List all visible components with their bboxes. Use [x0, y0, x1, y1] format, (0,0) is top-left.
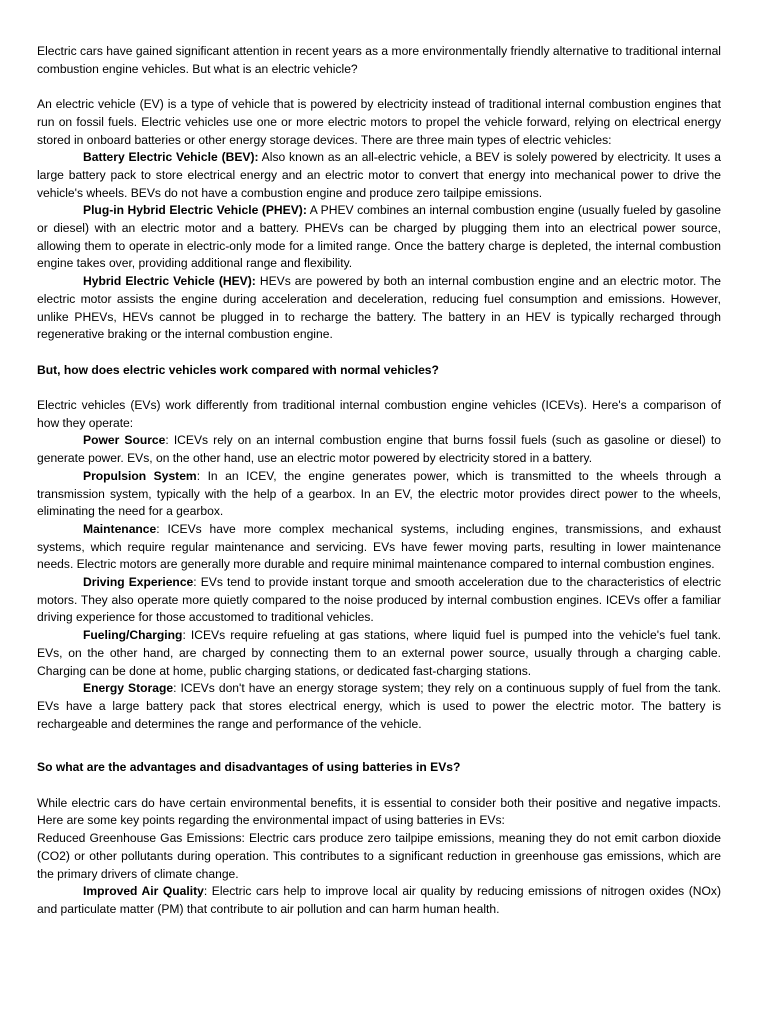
- comparison-term: Fueling/Charging: [83, 628, 183, 643]
- spacer: [37, 733, 721, 759]
- comparison-text: : In an ICEV, the engine generates power, which is transmitted to the wheels through a transmission system, typically with the help of a gearbox. In an EV, the electric motor provides direct power to the wheels, eliminating the need for a gearbox.: [37, 468, 721, 519]
- comparison-power-source: [37, 432, 721, 467]
- heading-advantages: So what are the advantages and disadvantages of using batteries in EVs?: [37, 760, 461, 775]
- intro-paragraph: Electric cars have gained significant attention in recent years as a more environmentally friendly alternative to traditional internal combustion engine vehicles. But what is an electric vehicle?: [37, 44, 721, 76]
- comparison-term: Power Source: [83, 433, 166, 448]
- comparison-term: Propulsion System: [83, 468, 197, 483]
- air-quality-text: : Electric cars help to improve local air quality by reducing emissions of nitrogen oxides (NOx) and particulate matter (PM) that contribute to air pollution and can harm human health.: [37, 884, 722, 916]
- comparison-energy-storage: [37, 680, 721, 733]
- comparison-driving: [37, 574, 721, 627]
- comparison-text: : EVs tend to provide instant torque and smooth acceleration due to the characteristics of electric motors. They also operate more quietly compared to the noise produced by internal combustion engines. ICEVs offer a familiar driving experience for those accustomed to traditional vehicles.: [37, 575, 721, 625]
- comparison-term: Energy Storage: [83, 681, 174, 696]
- ev-type-text: Also known as an all-electric vehicle, a BEV is solely powered by electricity. It uses a large battery pack to store electrical energy and an electric motor to convert that energy into mechanical power to drive the vehicle's wheels. BEVs do not have a combustion engine and produce zero tailpipe emissions.: [37, 150, 721, 200]
- spacer: [37, 777, 721, 795]
- ev-type-text: A PHEV combines an internal combustion engine (usually fueled by gasoline or diesel) with an electric motor and a battery. PHEVs can be charged by plugging them into an electrical power source, allowing them to operate in electric-only mode for a limited range. Once the battery charge is depleted, the internal combustion engine takes over, providing additional range and flexibility.: [37, 203, 721, 271]
- ev-type-phev: [37, 202, 721, 273]
- comparison-text: : ICEVs require refueling at gas stations, where liquid fuel is pumped into the vehicle's fuel tank. EVs, on the other hand, are charged by connecting them to an external power source, usually through a charging cable. Charging can be done at home, public charging stations, or dedicated fast-charging stations.: [37, 628, 721, 678]
- comparison-text: : ICEVs rely on an internal combustion engine that burns fossil fuels (such as gasoline or diesel) to generate power. EVs, on the other hand, use an electric motor powered by electricity stored in a battery.: [37, 433, 721, 466]
- advantages-intro-paragraph: While electric cars do have certain environmental benefits, it is essential to consider both their positive and negative impacts. Here are some key points regarding the environmental impact of using batteries in EVs:: [37, 795, 721, 828]
- ev-type-term: Battery Electric Vehicle (BEV):: [83, 150, 259, 165]
- comparison-text: : ICEVs have more complex mechanical systems, including engines, transmissions, and exhaust systems, which require regular maintenance and servicing. EVs have fewer moving parts, resulting in lower maintenance needs. Electric motors are generally more durable and require minimal maintenance compared to internal combustion engines.: [37, 521, 721, 572]
- comparison-term: Driving Experience: [83, 575, 194, 590]
- ev-type-term: Hybrid Electric Vehicle (HEV):: [83, 274, 256, 289]
- air-quality-term: Improved Air Quality: [83, 884, 204, 899]
- comparison-fueling: [37, 627, 721, 680]
- heading-compare: But, how does electric vehicles work compared with normal vehicles?: [37, 362, 439, 377]
- definition-paragraph: An electric vehicle (EV) is a type of vehicle that is powered by electricity instead of traditional internal combustion engines that run on fossil fuels. Electric vehicles use one or more electric motors to propel the vehicle forward, relying on electrical energy stored in onboard batteries or other energy storage devices. There are three main types of electric vehicles:: [37, 97, 721, 147]
- ev-type-bev: [37, 149, 721, 202]
- comparison-maintenance: [37, 521, 721, 574]
- air-quality-paragraph: [37, 883, 721, 918]
- comparison-propulsion: [37, 468, 721, 521]
- spacer: [37, 379, 721, 397]
- compare-intro-paragraph: Electric vehicles (EVs) work differently from traditional internal combustion engine vehicles (ICEVs). Here's a comparison of how they operate:: [37, 398, 721, 430]
- comparison-term: Maintenance: [83, 521, 157, 536]
- ev-type-text: HEVs are powered by both an internal combustion engine and an electric motor. The electric motor assists the engine during acceleration and deceleration, reducing fuel consumption and emissions. However, unlike PHEVs, HEVs cannot be plugged in to recharge the battery. The battery in an HEV is typically recharged through regenerative braking or the internal combustion engine.: [37, 274, 721, 342]
- ev-type-term: Plug-in Hybrid Electric Vehicle (PHEV):: [83, 203, 307, 218]
- comparison-text: : ICEVs don't have an energy storage system; they rely on a continuous supply of fuel from the tank. EVs have a large battery pack that stores electrical energy, which is used to power the electric motor. The battery is rechargeable and determines the range and performance of the vehicle.: [37, 681, 721, 731]
- ghg-paragraph: Reduced Greenhouse Gas Emissions: Electric cars produce zero tailpipe emissions, meaning they do not emit carbon dioxide (CO2) or other pollutants during operation. This contributes to a significant reduction in greenhouse gas emissions, which are the primary drivers of climate change.: [37, 831, 721, 881]
- spacer: [37, 344, 721, 362]
- spacer: [37, 78, 721, 96]
- ev-type-hev: [37, 273, 721, 344]
